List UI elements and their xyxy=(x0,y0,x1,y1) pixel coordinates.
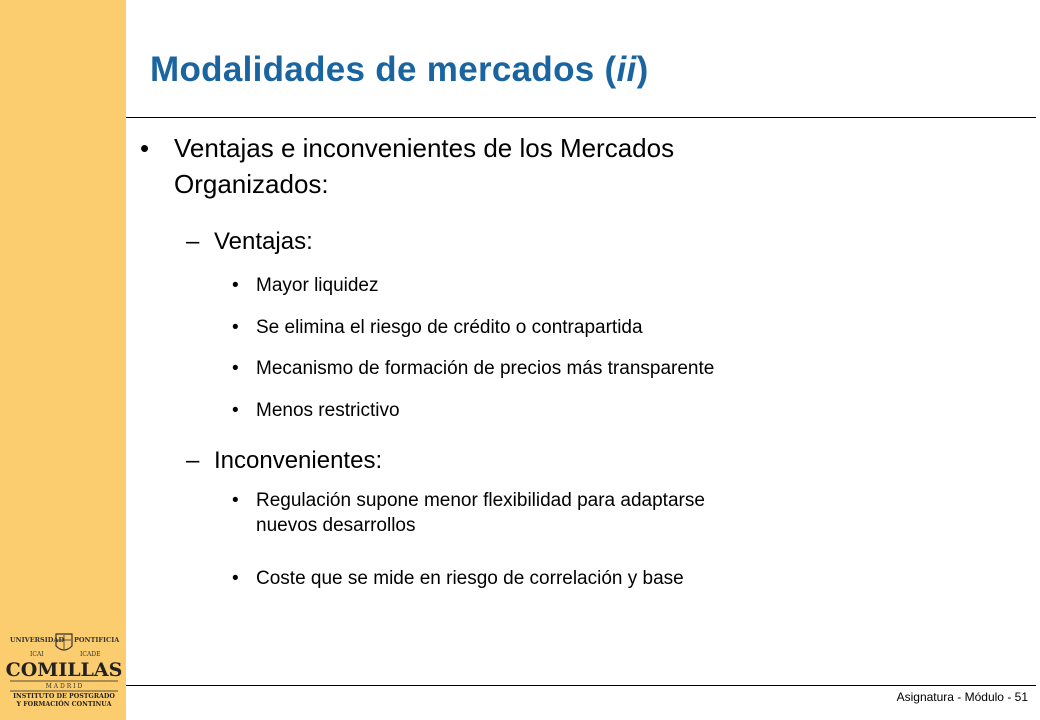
bullet-text-line2: Organizados: xyxy=(174,169,329,199)
slide-footer: Asignatura - Módulo - 51 xyxy=(896,690,1028,704)
bullet-icon: • xyxy=(232,317,239,338)
slide-title xyxy=(150,50,649,90)
logo-comillas: COMILLAS xyxy=(6,659,122,681)
bullet-icon: • xyxy=(232,358,239,379)
bullet-icon: • xyxy=(232,275,239,296)
ventaja-text: Mecanismo de formación de precios más transparente xyxy=(256,358,715,379)
sidebar xyxy=(0,0,126,720)
ventaja-text: Se elimina el riesgo de crédito o contrapartida xyxy=(256,317,643,338)
title-main: Modalidades de mercados ( xyxy=(150,50,617,89)
ventajas-label: Ventajas: xyxy=(214,228,313,255)
bullet-icon: • xyxy=(232,490,239,511)
logo-pontificia: PONTIFICIA xyxy=(74,636,120,644)
logo-instituto: INSTITUTO DE POSTGRADO xyxy=(13,693,115,700)
inconveniente-text-line2: nuevos desarrollos xyxy=(256,515,416,536)
comillas-logo xyxy=(6,632,122,708)
logo-icai: ICAI xyxy=(30,651,44,658)
dash-icon: – xyxy=(186,447,200,474)
title-close: ) xyxy=(636,50,649,89)
footer-divider xyxy=(126,685,1036,686)
bullet-icon: • xyxy=(232,400,239,421)
bullet-text-line1: Ventajas e inconvenientes de los Mercados xyxy=(174,133,675,163)
inconveniente-text: Coste que se mide en riesgo de correlación y base xyxy=(256,568,684,589)
ventaja-text: Menos restrictivo xyxy=(256,400,400,421)
logo-madrid: M A D R I D xyxy=(45,683,83,690)
logo-icade: ICADE xyxy=(80,651,101,658)
dash-icon: – xyxy=(186,228,200,255)
inconvenientes-label: Inconvenientes: xyxy=(214,447,383,474)
inconveniente-text-line1: Regulación supone menor flexibilidad para adaptarse xyxy=(256,490,705,511)
bullet-icon: • xyxy=(140,133,150,163)
ventaja-text: Mayor liquidez xyxy=(256,275,379,296)
title-italic: ii xyxy=(616,50,637,89)
title-divider xyxy=(126,117,1036,118)
bullet-icon: • xyxy=(232,568,239,589)
logo-formacion: Y FORMACIÓN CONTINUA xyxy=(16,701,112,708)
logo-universidad: UNIVERSIDAD xyxy=(10,636,65,644)
